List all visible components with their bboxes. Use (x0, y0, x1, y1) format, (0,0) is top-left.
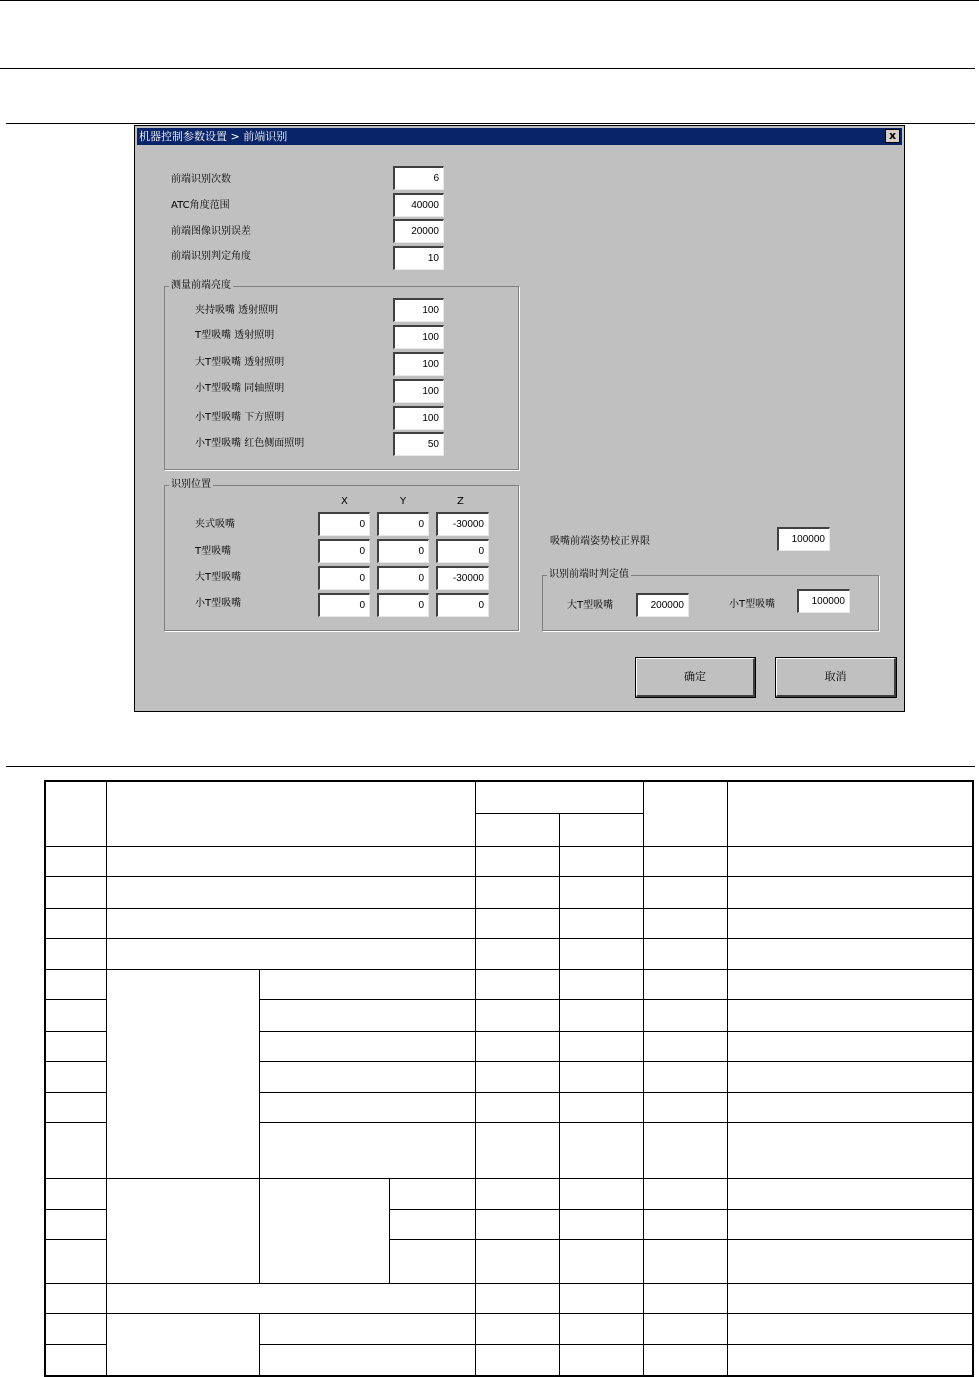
position-y-3[interactable]: 0 (377, 593, 429, 617)
cancel-button[interactable]: 取消 (776, 658, 896, 697)
col-z-header: Z (457, 496, 464, 507)
table-cell (45, 781, 106, 847)
table-cell (643, 781, 727, 847)
correction-limit-label: 吸嘴前端姿势校正界限 (550, 536, 650, 547)
large-t-nozzle-input[interactable]: 200000 (636, 593, 689, 617)
front-recognition-dialog (134, 125, 905, 712)
brightness-input-3[interactable]: 100 (393, 379, 444, 403)
close-icon: x (888, 129, 897, 142)
recognition-count-input[interactable]: 6 (393, 166, 444, 190)
judge-group-title: 识别前端时判定值 (549, 569, 629, 580)
position-label-3: 小T型吸嘴 (195, 598, 242, 609)
table-row (45, 1313, 973, 1344)
atc-angle-label: ATC角度范围 (171, 200, 230, 211)
col-x-header: X (341, 496, 348, 507)
position-label-1: T型吸嘴 (195, 546, 232, 557)
dialog-title: 机器控制参数设置 > 前端识别 (139, 130, 288, 143)
table-cell (475, 781, 643, 813)
col-y-header: Y (400, 496, 407, 507)
image-error-input[interactable]: 20000 (393, 219, 444, 243)
table-row (45, 1178, 973, 1209)
ok-button[interactable]: 确定 (636, 658, 755, 697)
position-x-2[interactable]: 0 (318, 566, 370, 590)
position-group-title: 识别位置 (171, 479, 211, 490)
brightness-label-0: 夹持吸嘴 透射照明 (195, 305, 279, 316)
brightness-label-2: 大T型吸嘴 透射照明 (195, 357, 285, 368)
brightness-input-4[interactable]: 100 (393, 406, 444, 430)
position-z-3[interactable]: 0 (436, 593, 489, 617)
section-rule (6, 123, 975, 124)
position-x-0[interactable]: 0 (318, 512, 370, 536)
position-y-1[interactable]: 0 (377, 539, 429, 563)
recognition-count-label: 前端识别次数 (171, 174, 231, 185)
table-row (45, 908, 973, 938)
large-t-nozzle-label: 大T型吸嘴 (567, 600, 614, 611)
section-rule-2 (6, 766, 975, 767)
brightness-input-2[interactable]: 100 (393, 352, 444, 376)
position-y-2[interactable]: 0 (377, 566, 429, 590)
brightness-label-1: T型吸嘴 透射照明 (195, 330, 275, 341)
table-row (45, 938, 973, 969)
position-z-0[interactable]: -30000 (436, 512, 489, 536)
table-row (45, 970, 973, 1000)
position-x-1[interactable]: 0 (318, 539, 370, 563)
position-label-0: 夹式吸嘴 (195, 519, 235, 530)
correction-limit-input[interactable]: 100000 (777, 527, 830, 551)
brightness-group-title: 测量前端亮度 (171, 280, 231, 291)
image-error-label: 前端图像识别误差 (171, 226, 251, 237)
header-rule (0, 68, 975, 69)
brightness-input-1[interactable]: 100 (393, 325, 444, 349)
table-cell (727, 781, 973, 847)
position-z-2[interactable]: -30000 (436, 566, 489, 590)
table-cell (106, 781, 475, 847)
table-cell (475, 813, 559, 846)
top-rule (0, 0, 979, 1)
small-t-nozzle-label: 小T型吸嘴 (729, 599, 776, 610)
position-label-2: 大T型吸嘴 (195, 572, 242, 583)
brightness-label-3: 小T型吸嘴 同轴照明 (195, 383, 285, 394)
table-row (45, 847, 973, 877)
position-y-0[interactable]: 0 (377, 512, 429, 536)
table-cell (559, 813, 643, 846)
brightness-label-5: 小T型吸嘴 红色侧面照明 (195, 438, 305, 449)
brightness-input-0[interactable]: 100 (393, 298, 444, 322)
table-row (45, 877, 973, 908)
position-z-1[interactable]: 0 (436, 539, 489, 563)
brightness-label-4: 小T型吸嘴 下方照明 (195, 412, 285, 423)
position-x-3[interactable]: 0 (318, 593, 370, 617)
close-button[interactable] (885, 129, 900, 143)
dialog-titlebar (137, 128, 902, 145)
table-row (45, 1283, 973, 1313)
atc-angle-input[interactable]: 40000 (393, 193, 444, 217)
header-row (45, 781, 973, 813)
small-t-nozzle-input[interactable]: 100000 (797, 589, 850, 613)
judge-angle-input[interactable]: 10 (393, 246, 444, 270)
judge-angle-label: 前端识别判定角度 (171, 251, 251, 262)
parameter-table (44, 780, 974, 1377)
brightness-input-5[interactable]: 50 (393, 432, 444, 456)
